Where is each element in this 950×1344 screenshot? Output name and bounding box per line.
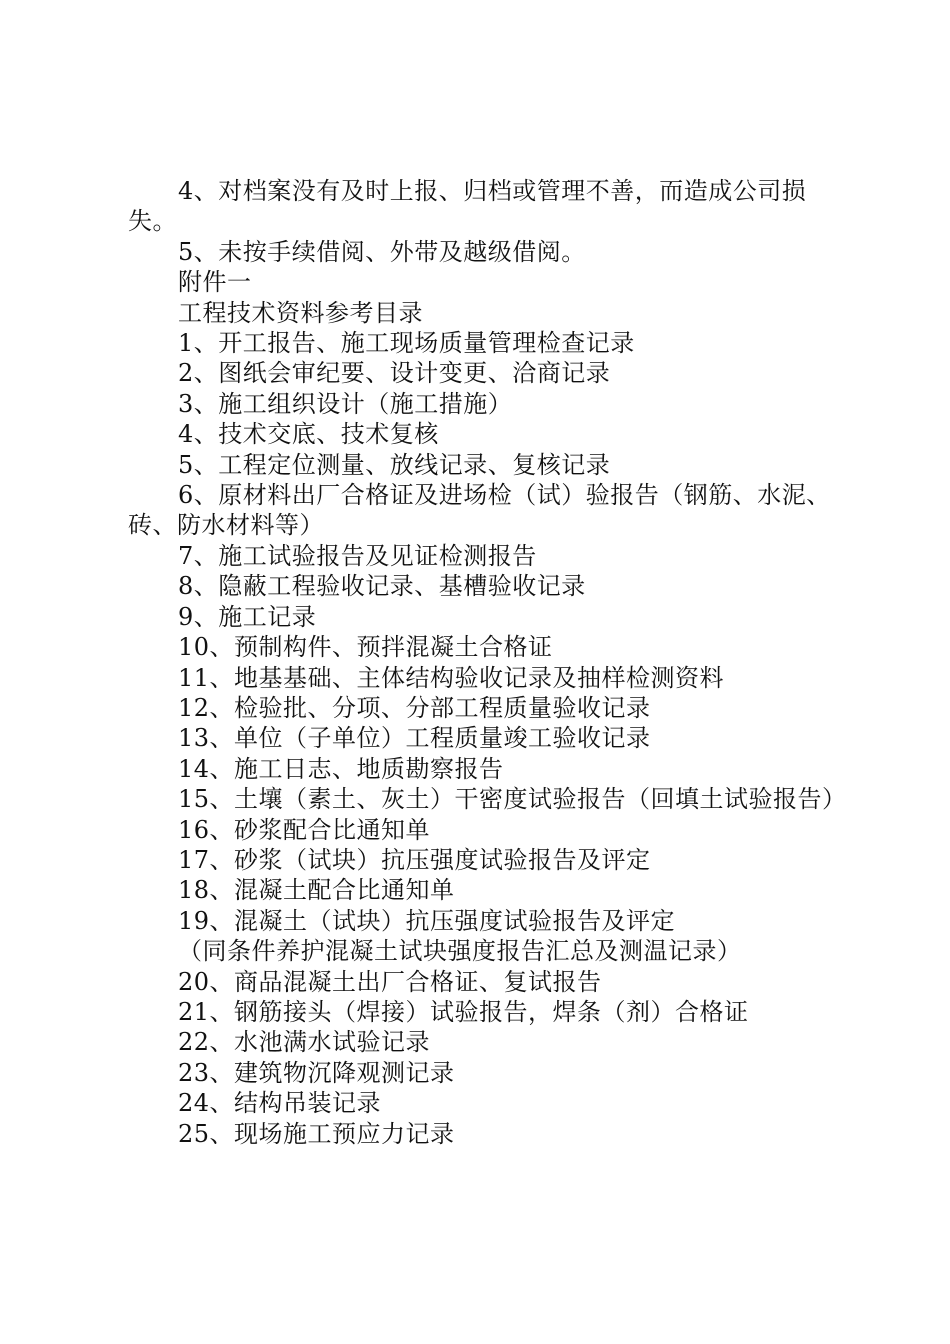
catalog-item-3: 3、施工组织设计（施工措施） [178,389,513,418]
attachment-heading: 附件一 [178,268,252,297]
catalog-item-7: 7、施工试验报告及见证检测报告 [178,541,537,570]
catalog-item-20: 20、商品混凝土出厂合格证、复试报告 [178,967,602,996]
catalog-item-9: 9、施工记录 [178,602,317,631]
document-body [128,176,848,1149]
catalog-item-1: 1、开工报告、施工现场质量管理检查记录 [178,329,635,358]
catalog-title: 工程技术资料参考目录 [178,298,423,327]
catalog-item-19: 19、混凝土（试块）抗压强度试验报告及评定 [178,906,676,935]
catalog-item-19-note: （同条件养护混凝土试块强度报告汇总及测温记录） [178,937,742,966]
catalog-item-14: 14、施工日志、地质勘察报告 [178,754,504,783]
paragraph-item-4-loss: 4、对档案没有及时上报、归档或管理不善，而造成公司损失。 [128,177,807,236]
catalog-item-2: 2、图纸会审纪要、设计变更、洽商记录 [178,359,611,388]
catalog-item-22: 22、水池满水试验记录 [178,1028,431,1057]
catalog-item-23: 23、建筑物沉降观测记录 [178,1058,455,1087]
catalog-item-12: 12、检验批、分项、分部工程质量验收记录 [178,693,651,722]
catalog-item-16: 16、砂浆配合比通知单 [178,815,431,844]
catalog-item-18: 18、混凝土配合比通知单 [178,876,455,905]
catalog-item-15: 15、土壤（素土、灰土）干密度试验报告（回填土试验报告） [178,785,847,814]
catalog-item-6: 6、原材料出厂合格证及进场检（试）验报告（钢筋、水泥、砖、防水材料等） [128,481,831,540]
catalog-item-8: 8、隐蔽工程验收记录、基槽验收记录 [178,572,586,601]
catalog-item-10: 10、预制构件、预拌混凝土合格证 [178,633,553,662]
catalog-item-17: 17、砂浆（试块）抗压强度试验报告及评定 [178,845,651,874]
paragraph-item-5-borrowing: 5、未按手续借阅、外带及越级借阅。 [178,237,586,266]
catalog-item-5: 5、工程定位测量、放线记录、复核记录 [178,450,611,479]
catalog-item-24: 24、结构吊装记录 [178,1089,382,1118]
catalog-item-4: 4、技术交底、技术复核 [178,420,439,449]
catalog-item-13: 13、单位（子单位）工程质量竣工验收记录 [178,724,651,753]
catalog-item-11: 11、地基基础、主体结构验收记录及抽样检测资料 [178,663,725,692]
catalog-item-25: 25、现场施工预应力记录 [178,1119,455,1148]
catalog-item-21: 21、钢筋接头（焊接）试验报告，焊条（剂）合格证 [178,997,749,1026]
